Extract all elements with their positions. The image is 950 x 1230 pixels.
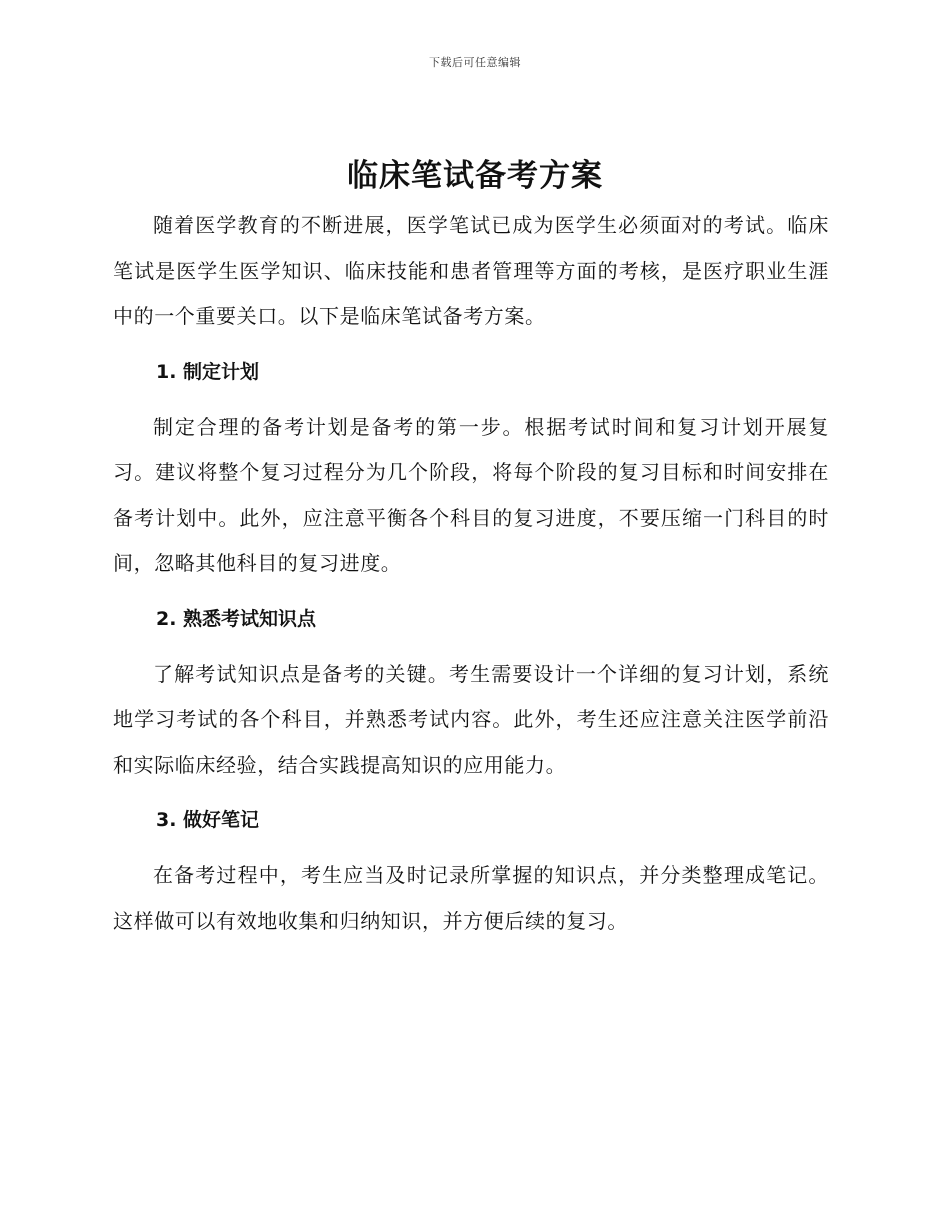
section-paragraph-2: 了解考试知识点是备考的关键。考生需要设计一个详细的复习计划，系统地学习考试的各个科目，并熟悉考试内容。此外，考生还应注意关注医学前沿和实际临床经验，结合实践提高知识的应用能力。 [113,661,829,777]
document-body [113,203,829,944]
section-paragraph-1: 制定合理的备考计划是备考的第一步。根据考试时间和复习计划开展复习。建议将整个复习过程分为几个阶段，将每个阶段的复习目标和时间安排在备考计划中。此外，应注意平衡各个科目的复习进度，不要压缩一门科目的时间，忽略其他科目的复习进度。 [113,414,829,575]
header-note: 下载后可任意编辑 [429,56,521,69]
section-heading-2: 2. 熟悉考试知识点 [156,607,317,630]
section-heading-3: 3. 做好笔记 [156,809,260,831]
section-paragraph-3: 在备考过程中，考生应当及时记录所掌握的知识点，并分类整理成笔记。这样做可以有效地收集和归纳知识，并方便后续的复习。 [113,863,829,933]
intro-paragraph: 随着医学教育的不断进展，医学笔试已成为医学生必须面对的考试。临床笔试是医学生医学知识、临床技能和患者管理等方面的考核，是医疗职业生涯中的一个重要关口。以下是临床笔试备考方案。 [113,213,829,328]
document-title: 临床笔试备考方案 [347,158,603,194]
section-heading-1: 1. 制定计划 [156,360,260,383]
